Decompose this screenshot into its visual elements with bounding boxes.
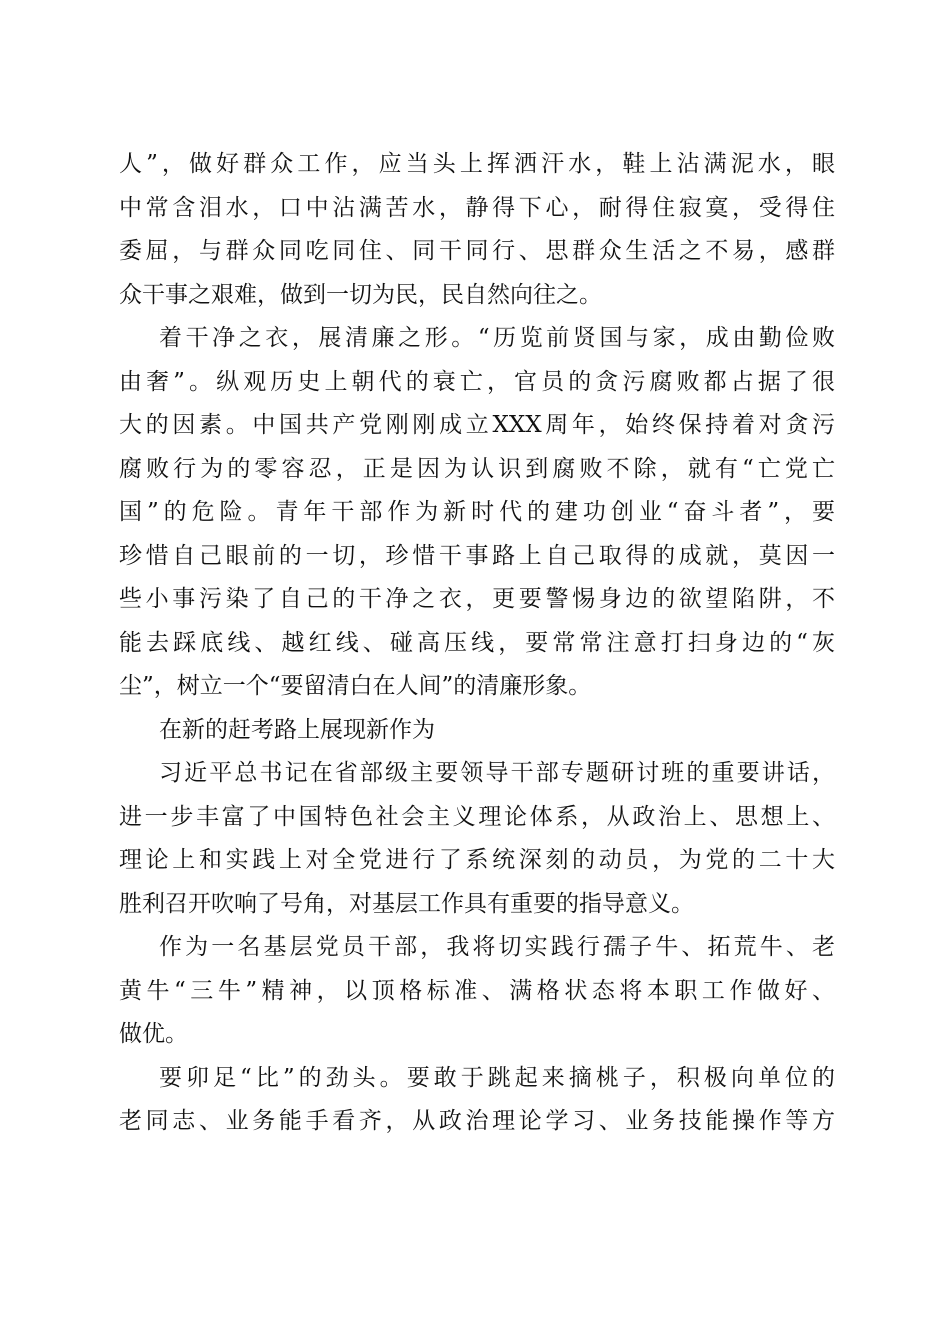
text-line: 些小事污染了自己的干净之衣，更要警惕身边的欲望陷阱，不: [119, 586, 835, 612]
text-line: 胜利召开吹响了号角，对基层工作具有重要的指导意义。: [119, 890, 694, 917]
text-line: 尘”，树立一个“要留清白在人间”的清廉形象。: [119, 673, 592, 699]
text-line: 进一步丰富了中国特色社会主义理论体系，从政治上、思想上、: [119, 803, 835, 830]
paragraph-start-line: 着干净之衣，展清廉之形。“历览前贤国与家，成由勤俭败: [159, 325, 835, 351]
text-line: 由奢”。纵观历史上朝代的衰亡，官员的贪污腐败都占据了很: [119, 368, 835, 395]
text-line: 委屈，与群众同吃同住、同干同行、思群众生活之不易，感群: [119, 238, 835, 264]
paragraph-start-line: 习近平总书记在省部级主要领导干部专题研讨班的重要讲话，: [159, 760, 835, 786]
paragraph-start-line: 作为一名基层党员干部，我将切实践行孺子牛、拓荒牛、老: [159, 934, 835, 960]
text-line: 大的因素。中国共产党刚刚成立XXX周年，始终保持着对贪污: [119, 412, 835, 438]
text-line: 众干事之艰难，做到一切为民，民自然向往之。: [119, 281, 602, 308]
text-line: 做优。: [119, 1021, 188, 1047]
text-line: 理论上和实践上对全党进行了系统深刻的动员，为党的二十大: [119, 847, 835, 873]
text-line: 国”的危险。青年干部作为新时代的建功创业“奋斗者”，要: [119, 499, 835, 525]
document-body: [119, 143, 835, 1144]
text-line: 老同志、业务能手看齐，从政治理论学习、业务技能操作等方: [119, 1108, 835, 1134]
text-line: 腐败行为的零容忍，正是因为认识到腐败不除，就有“亡党亡: [119, 455, 835, 482]
section-heading: 在新的赶考路上展现新作为: [159, 716, 435, 743]
text-line: 中常含泪水，口中沾满苦水，静得下心，耐得住寂寞，受得住: [119, 194, 835, 221]
paragraph-start-line: 要卯足“比”的劲头。要敢于跳起来摘桃子，积极向单位的: [159, 1064, 835, 1091]
text-line: 黄牛“三牛”精神，以顶格标准、满格状态将本职工作做好、: [119, 977, 835, 1004]
text-line: 人”，做好群众工作，应当头上挥洒汗水，鞋上沾满泥水，眼: [119, 151, 835, 177]
text-line: 能去踩底线、越红线、碰高压线，要常常注意打扫身边的“灰: [119, 629, 835, 656]
text-line: 珍惜自己眼前的一切，珍惜干事路上自己取得的成就，莫因一: [119, 542, 835, 569]
